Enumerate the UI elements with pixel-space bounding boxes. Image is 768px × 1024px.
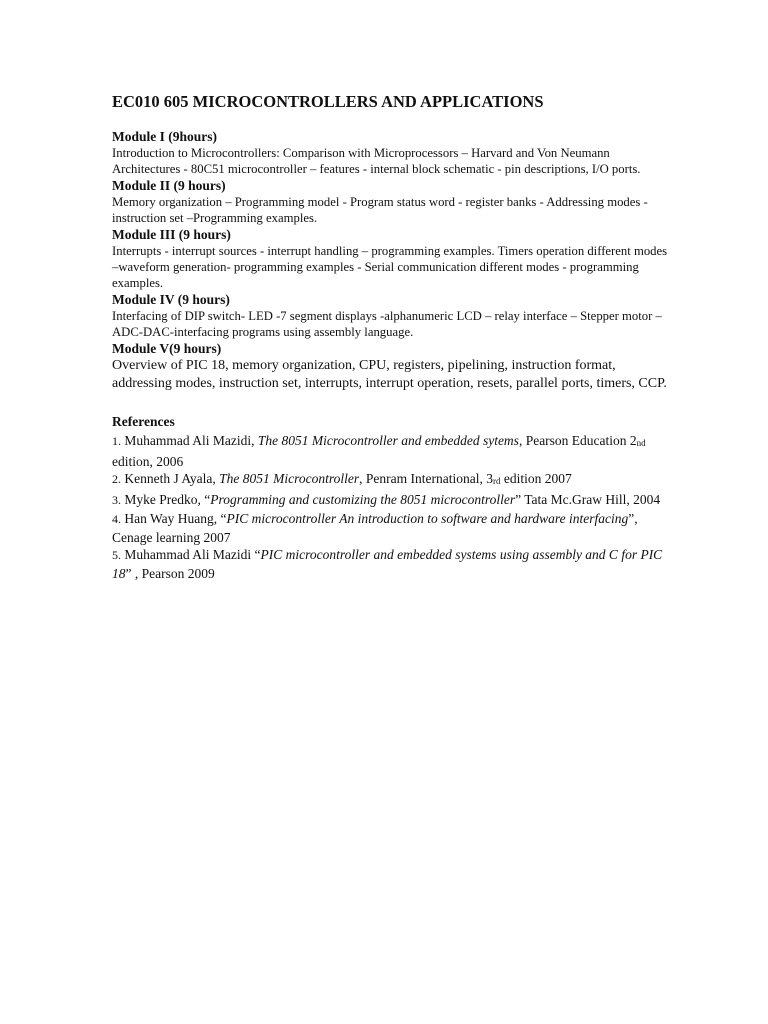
reference-item [112, 432, 672, 470]
reference-details: ”, Cenage learning 2007 [112, 510, 638, 545]
reference-book-title: PIC microcontroller An introduction to software and hardware interfacing [226, 510, 629, 526]
module-5 [112, 340, 672, 393]
reference-details: edition, 2006 [112, 453, 184, 469]
reference-book-title: The 8051 Microcontroller and embedded sytems [257, 433, 519, 448]
references-heading: References [112, 414, 175, 429]
reference-ordinal: nd [636, 438, 646, 448]
reference-book-title: PIC microcontroller and embedded systems using assembly and C for PIC 18 [112, 547, 663, 581]
reference-details: ” Tata Mc.Graw Hill, 2004 [515, 492, 661, 508]
module-4 [112, 291, 672, 340]
references-list [112, 432, 672, 583]
module-heading: Module III (9 hours) [112, 227, 231, 242]
module-3 [112, 226, 672, 291]
module-2 [112, 177, 672, 226]
module-heading: Module IV (9 hours) [112, 292, 230, 307]
module-description: Memory organization – Programming model - Program status word - register banks - Addressing modes - instruction set –Programming examples. [112, 195, 648, 225]
module-heading: Module I (9hours) [112, 129, 218, 144]
syllabus-page [112, 92, 672, 583]
reference-details: , Pearson Education 2 [518, 433, 637, 448]
reference-item [112, 510, 672, 546]
module-description: Overview of PIC 18, memory organization, CPU, registers, pipelining, instruction format, addressing modes, instruction set, interrupts, interrupt operation, resets, parallel ports, timers, CCP. [112, 358, 667, 391]
module-heading: Module V(9 hours) [112, 341, 222, 356]
reference-details: , Penram International, 3 [359, 471, 493, 487]
reference-details: ” , Pearson 2009 [125, 565, 215, 581]
reference-author: Myke Predko, “ [124, 492, 211, 508]
reference-number: 3. [112, 493, 121, 508]
module-description: Introduction to Microcontrollers: Comparison with Microprocessors – Harvard and Von Neumann Architectures - 80C51 microcontroller – features - internal block schematic - pin descriptions, I/O ports. [112, 146, 641, 176]
reference-number: 4. [112, 511, 121, 526]
reference-book-title: The 8051 Microcontroller [219, 471, 360, 487]
reference-number: 1. [112, 434, 121, 448]
module-description: Interfacing of DIP switch- LED -7 segment displays -alphanumeric LCD – relay interface – Stepper motor –ADC-DAC-interfacing programs using assembly language. [112, 309, 662, 339]
module-heading: Module II (9 hours) [112, 178, 226, 193]
reference-author: Han Way Huang, “ [124, 510, 227, 526]
reference-item [112, 491, 672, 510]
reference-ordinal: rd [492, 476, 501, 487]
reference-details: edition 2007 [500, 471, 572, 487]
reference-author: Kenneth J Ayala, [124, 471, 216, 487]
page-title: EC010 605 MICROCONTROLLERS AND APPLICATIONS [112, 92, 544, 111]
reference-book-title: Programming and customizing the 8051 microcontroller [210, 492, 516, 508]
module-description: Interrupts - interrupt sources - interrupt handling – programming examples. Timers operation different modes –waveform generation- programming examples - Serial communication different modes - programming examples. [112, 244, 668, 290]
module-1 [112, 128, 672, 177]
reference-item [112, 470, 672, 491]
reference-author: Muhammad Ali Mazidi “ [124, 547, 261, 563]
reference-number: 5. [112, 548, 121, 563]
reference-item [112, 546, 672, 582]
reference-number: 2. [112, 472, 121, 487]
reference-author: Muhammad Ali Mazidi, [124, 433, 255, 448]
